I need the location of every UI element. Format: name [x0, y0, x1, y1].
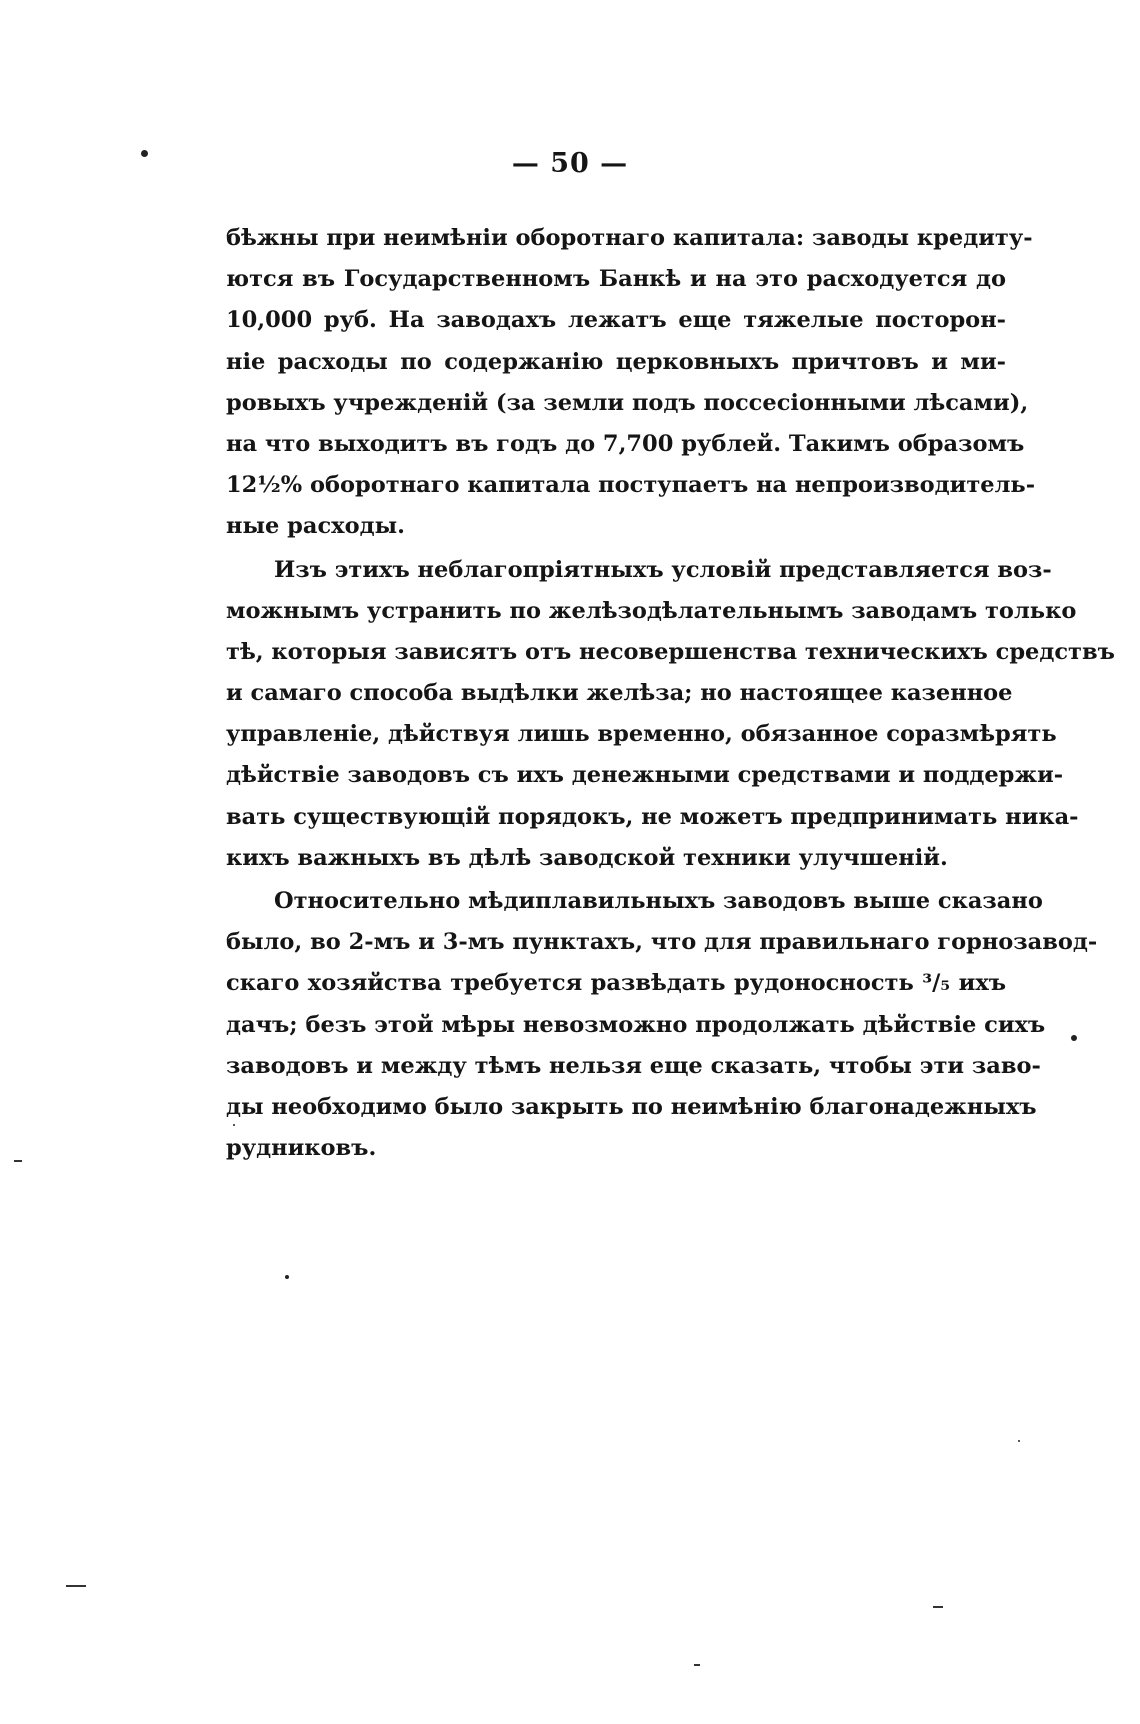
paragraph-3-line: было, во 2-мъ и 3-мъ пунктахъ, что для правильнаго горнозавод-	[226, 929, 1098, 956]
paragraph-2-line: тѣ, которыя зависятъ отъ несовершенства техническихъ средствъ	[226, 638, 1115, 665]
paragraph-2-line: можнымъ устранить по желѣзодѣлательнымъ заводамъ только	[226, 597, 1077, 624]
scan-dash	[933, 1606, 943, 1608]
paragraph-1-line: 12½% оборотнаго капитала поступаетъ на непроизводитель-	[226, 472, 1036, 499]
paragraph-1-line: ются въ Государственномъ Банкѣ и на это расходуется до	[226, 266, 1006, 293]
scan-dash	[694, 1664, 700, 1666]
paragraph-1-line: ные расходы.	[226, 513, 405, 540]
paragraph-3-line: скаго хозяйства требуется развѣдать рудоносность ³/₅ ихъ	[226, 970, 1006, 997]
paragraph-2-line: вать существующій порядокъ, не можетъ предпринимать ника-	[226, 803, 1079, 830]
paragraph-1-line: ніе расходы по содержанію церковныхъ причтовъ и ми-	[226, 348, 1006, 375]
paragraph-1-line: бѣжны при неимѣніи оборотнаго капитала: заводы кредиту-	[226, 225, 1033, 251]
page-number: — 50 —	[511, 148, 629, 179]
scan-dash	[14, 1160, 22, 1162]
paragraph-1-line: на что выходитъ въ годъ до 7,700 рублей. Такимъ образомъ	[226, 430, 1025, 457]
scan-speck	[285, 1275, 289, 1279]
paragraph-3-line: заводовъ и между тѣмъ нельзя еще сказать, чтобы эти заво-	[226, 1052, 1041, 1079]
scan-dash	[66, 1585, 86, 1587]
paragraph-3-line: Относительно мѣдиплавильныхъ заводовъ выше сказано	[274, 888, 1043, 914]
paragraph-3-line: рудниковъ.	[226, 1135, 377, 1162]
paragraph-2-line: и самаго способа выдѣлки желѣза; но настоящее казенное	[226, 680, 1013, 707]
paragraph-2-line: кихъ важныхъ въ дѣлѣ заводской техники улучшеній.	[226, 844, 948, 871]
body-text	[226, 218, 1115, 1169]
scan-speck	[1071, 1035, 1077, 1041]
paragraph-2-line: Изъ этихъ неблагопріятныхъ условій представляется воз-	[274, 556, 1052, 583]
paragraph-3-line: ды необходимо было закрыть по неимѣнію благонадежныхъ	[226, 1093, 1037, 1120]
scan-speck	[141, 150, 148, 157]
paragraph-1-line: 10,000 руб. На заводахъ лежатъ еще тяжелые посторон-	[226, 307, 1006, 334]
paragraph-2-line: управленіе, дѣйствуя лишь временно, обязанное соразмѣрять	[226, 721, 1057, 748]
paragraph-3-line: дачъ; безъ этой мѣры невозможно продолжать дѣйствіе сихъ	[226, 1011, 1046, 1038]
paragraph-1-line: ровыхъ учрежденій (за земли подъ поссесіонными лѣсами),	[226, 389, 1029, 416]
paragraph-2-line: дѣйствіе заводовъ съ ихъ денежными средствами и поддержи-	[226, 762, 1064, 789]
scan-speck	[233, 1124, 235, 1126]
scan-speck	[1018, 1440, 1020, 1442]
